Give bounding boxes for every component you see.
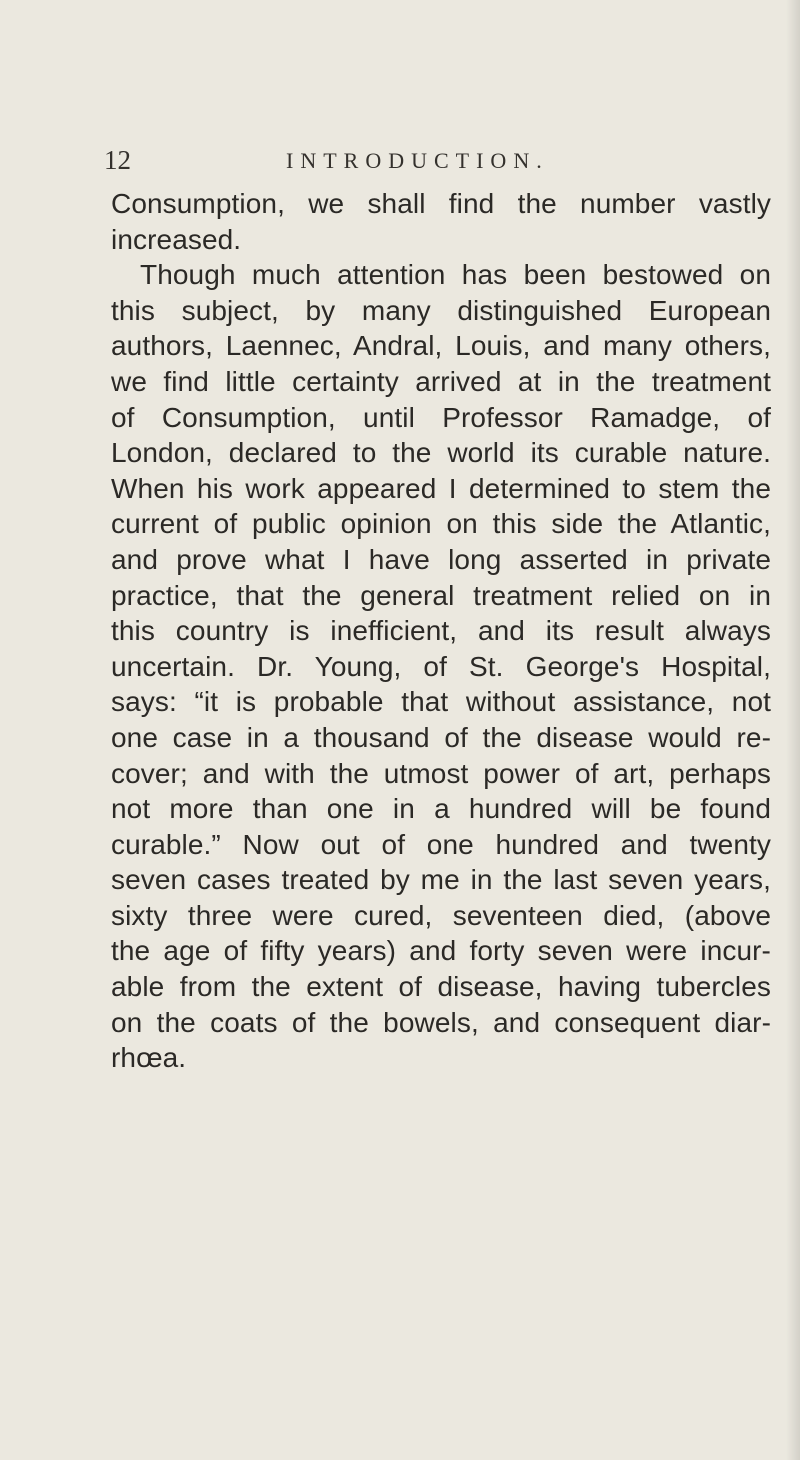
text-line: uncertain. Dr. Young, of St. George's Hospital,	[111, 650, 771, 682]
body-text	[111, 186, 771, 1076]
text-line: Consumption, we shall find the number vastly	[111, 188, 771, 219]
text-line: authors, Laennec, Andral, Louis, and many others,	[111, 330, 771, 362]
text-line: not more than one in a hundred will be found	[111, 793, 771, 825]
running-head	[104, 142, 704, 178]
text-line: says: “it is probable that without assistance, not	[111, 686, 771, 718]
text-line: seven cases treated by me in the last seven years,	[111, 864, 771, 896]
text-line: this country is inefficient, and its result always	[111, 615, 771, 647]
text-line: When his work appeared I determined to stem the	[111, 472, 771, 504]
text-line: Though much attention has been bestowed on	[140, 259, 771, 291]
page-number: 12	[104, 145, 131, 175]
text-line: on the coats of the bowels, and consequent diar-	[111, 1006, 771, 1038]
chapter-title: INTRODUCTION.	[286, 148, 549, 173]
text-line: current of public opinion on this side the Atlantic,	[111, 508, 771, 540]
text-line: practice, that the general treatment relied on in	[111, 579, 771, 611]
text-line: this subject, by many distinguished European	[111, 294, 771, 326]
text-line: able from the extent of disease, having tubercles	[111, 971, 771, 1003]
text-line: the age of fifty years) and forty seven were incur-	[111, 935, 771, 967]
text-line: cover; and with the utmost power of art, perhaps	[111, 757, 771, 789]
text-line: and prove what I have long asserted in private	[111, 543, 771, 575]
text-line: rhœa.	[111, 1042, 187, 1074]
text-line: sixty three were cured, seventeen died, (above	[111, 899, 771, 931]
text-line: increased.	[111, 223, 242, 255]
text-line: London, declared to the world its curable nature.	[111, 437, 771, 469]
page-edge-shadow	[786, 0, 800, 1460]
text-line: curable.” Now out of one hundred and twenty	[111, 828, 771, 860]
text-line: we find little certainty arrived at in the treatment	[111, 365, 771, 397]
text-line: one case in a thousand of the disease would re-	[111, 721, 771, 753]
text-line: of Consumption, until Professor Ramadge, of	[111, 401, 771, 433]
